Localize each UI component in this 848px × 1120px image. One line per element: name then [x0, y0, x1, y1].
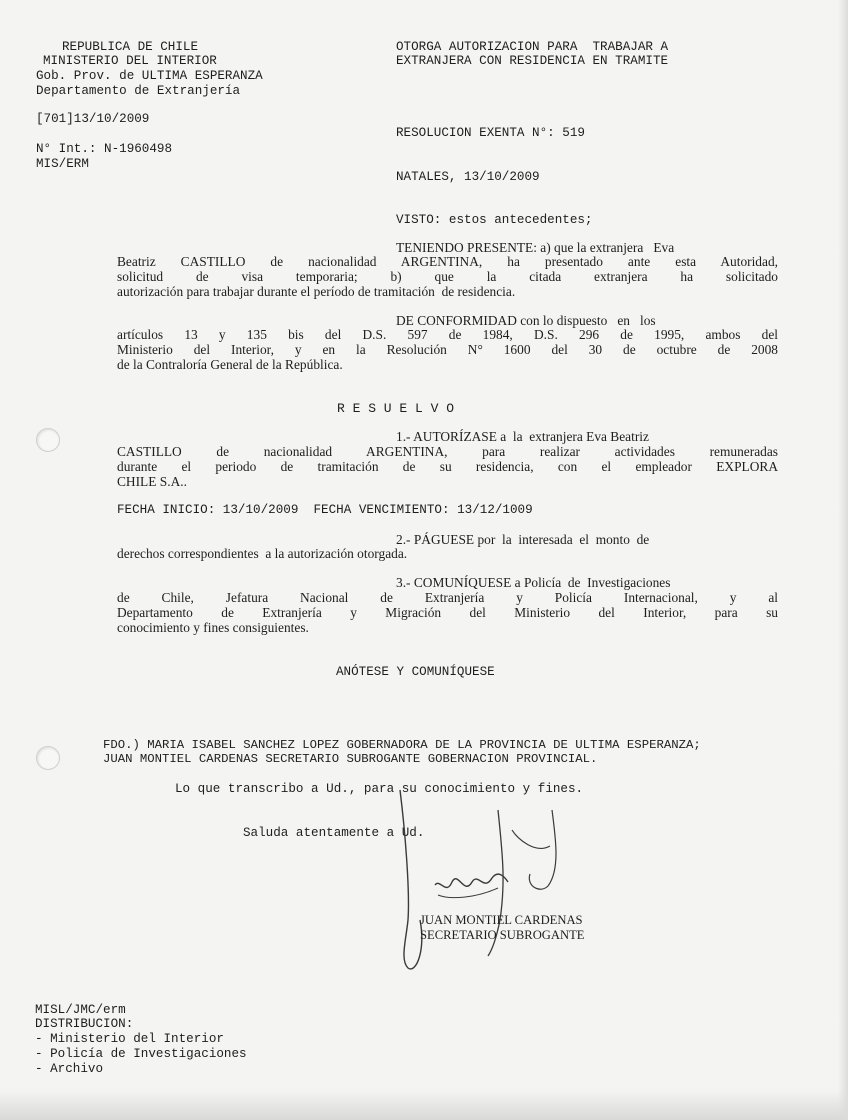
point1-last-line: CHILE S.A.. — [117, 474, 187, 489]
saluda-line: Saluda atentamente a Ud. — [243, 826, 425, 840]
fdo-line1: FDO.) MARIA ISABEL SANCHEZ LOPEZ GOBERNADORA DE LA PROVINCIA DE ULTIMA ESPERANZA; — [103, 738, 701, 752]
resolution-number: RESOLUCION EXENTA N°: 519 — [396, 126, 585, 140]
fdo-line2: JUAN MONTIEL CARDENAS SECRETARIO SUBROGANTE GOBERNACION PROVINCIAL. — [103, 752, 598, 766]
point3-first-line: 3.- COMUNÍQUESE a Policía de Investigaciones — [396, 575, 671, 590]
teniendo-first-line: TENIENDO PRESENTE: a) que la extranjera Eva — [396, 240, 675, 255]
conformidad-line: Ministerio del Interior, y en la Resolución N° 1600 del 30 de octubre de 2008 — [117, 342, 778, 357]
point3-line: Departamento de Extranjería y Migración del Ministerio del Interior, para su — [117, 605, 778, 620]
distribution-item: - Archivo — [35, 1062, 104, 1076]
transcribo-line: Lo que transcribo a Ud., para su conocimiento y fines. — [175, 782, 584, 796]
point2-first-line: 2.- PÁGUESE por la interesada el monto de — [396, 532, 650, 547]
place-date: NATALES, 13/10/2009 — [396, 170, 540, 184]
header-departamento: Departamento de Extranjería — [36, 84, 241, 98]
distribution-item: - Ministerio del Interior — [35, 1032, 224, 1046]
conformidad-last-line: de la Contraloría General de la República. — [117, 357, 343, 372]
point1-line: CASTILLO de nacionalidad ARGENTINA, para realizar actividades remuneradas — [117, 444, 778, 459]
point1-line: durante el periodo de tramitación de su residencia, con el empleador EXPLORA — [117, 459, 778, 474]
teniendo-line: solicitud de visa temporaria; b) que la citada extranjera ha solicitado — [117, 269, 778, 284]
point3-line: de Chile, Jefatura Nacional de Extranjería y Policía Internacional, y al — [117, 590, 778, 605]
punch-hole-top — [36, 428, 60, 452]
anotese-line: ANÓTESE Y COMUNÍQUESE — [336, 665, 495, 679]
scan-shadow-bottom — [0, 1090, 848, 1120]
distribution-item: - Policía de Investigaciones — [35, 1047, 247, 1061]
header-internal-number: N° Int.: N-1960498 — [36, 142, 173, 156]
visto-paragraph: VISTO: estos antecedentes; — [396, 213, 593, 227]
punch-hole-bottom — [36, 746, 60, 770]
handwritten-signature — [380, 770, 610, 990]
header-gobernacion: Gob. Prov. de ULTIMA ESPERANZA — [36, 69, 263, 83]
resuelvo-heading: R E S U E L V O — [337, 401, 455, 416]
point3-last-line: conocimiento y fines consiguientes. — [117, 620, 309, 635]
document-title-line1: OTORGA AUTORIZACION PARA TRABAJAR A — [396, 40, 669, 54]
point1-first-line: 1.- AUTORÍZASE a la extranjera Eva Beatriz — [396, 429, 649, 444]
conformidad-first-line: DE CONFORMIDAD con lo dispuesto en los — [396, 313, 656, 328]
document-title-line2: EXTRANJERA CON RESIDENCIA EN TRAMITE — [396, 54, 669, 68]
signer-name: JUAN MONTIEL CARDENAS — [420, 913, 583, 927]
header-initials: MIS/ERM — [36, 157, 89, 171]
header-ref-date: [701]13/10/2009 — [36, 112, 150, 126]
footer-initials: MISL/JMC/erm — [35, 1003, 126, 1017]
teniendo-last-line: autorización para trabajar durante el período de tramitación de residencia. — [117, 284, 516, 299]
fecha-line: FECHA INICIO: 13/10/2009 FECHA VENCIMIENTO: 13/12/1009 — [117, 503, 533, 517]
teniendo-line: Beatriz CASTILLO de nacionalidad ARGENTINA, ha presentado ante esta Autoridad, — [117, 254, 778, 269]
distribucion-heading: DISTRIBUCION: — [35, 1017, 134, 1031]
scan-shadow-right — [838, 0, 848, 1120]
header-ministerio: MINISTERIO DEL INTERIOR — [43, 54, 217, 68]
signer-title: SECRETARIO SUBROGANTE — [420, 928, 585, 942]
conformidad-line: artículos 13 y 135 bis del D.S. 597 de 1984, D.S. 296 de 1995, ambos del — [117, 327, 778, 342]
header-republica: REPUBLICA DE CHILE — [62, 40, 199, 54]
point2-last-line: derechos correspondientes a la autorización otorgada. — [117, 546, 408, 561]
